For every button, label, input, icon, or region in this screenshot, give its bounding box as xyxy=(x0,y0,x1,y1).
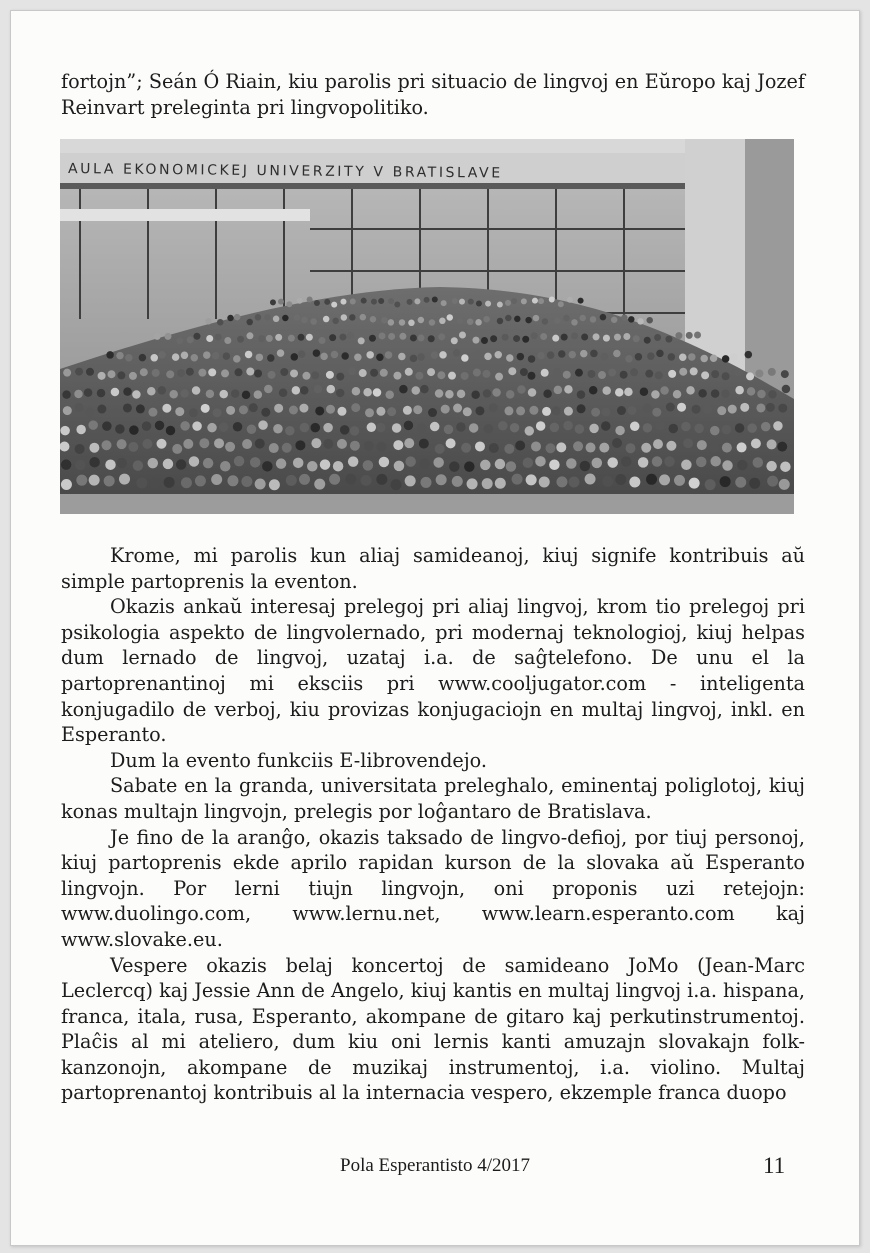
body-text-top xyxy=(61,69,805,120)
building-sign: AULA EKONOMICKEJ UNIVERZITY V BRATISLAVE xyxy=(67,161,503,182)
group-photo xyxy=(60,139,794,514)
page-number: 11 xyxy=(763,1153,786,1178)
paragraph: Krome, mi parolis kun aliaj samideanoj, kiuj signife kontribuis aŭ simple partoprenis la eventon. xyxy=(61,544,805,593)
paragraph: Vespere okazis belaj koncertoj de samideano JoMo (Jean-Marc Leclercq) kaj Jessie Ann de Angelo, kiuj kantis en multaj lingvoj i.a. hispana, franca, itala, rusa, Esperanto, akompane de gitaro kaj perkutinstrumentoj. Plaĉis al mi ateliero, dum kiu oni lernis kanti amuzajn slovakajn folk-kanzonojn, akompane de muzikaj instrumentoj, i.a. violino. Multaj partoprenantoj kontribuis al la internacia vespero, ekzemple franca duopo xyxy=(61,953,805,1105)
paragraph: fortojn”; Seán Ó Riain, kiu parolis pri situacio de lingvoj en Eŭropo kaj Jozef Reinvart preleginta pri lingvopolitiko. xyxy=(61,70,805,119)
body-text-bottom xyxy=(61,543,805,1106)
paragraph: Je fino de la aranĝo, okazis taksado de lingvo-defioj, por tiuj personoj, kiuj partoprenis ekde aprilo rapidan kurson de la slovaka aŭ Esperanto lingvojn. Por lerni tiujn lingvojn, oni proponis uzi retejojn: www.duolingo.com, www.lernu.net, www.learn.esperanto.com kaj www.slovake.eu. xyxy=(61,825,805,951)
paragraph: Okazis ankaŭ interesaj prelegoj pri aliaj lingvoj, krom tio prelegoj pri psikologia aspekto de lingvolernado, pri modernaj teknologioj, kiuj helpas dum lernado de lingvoj, uzataj i.a. de saĝtelefono. De unu el la partoprenantinoj mi eksciis pri www.cooljugator.com - inteligenta konjugadilo de verboj, kiu provizas konjugaciojn en multaj lingvoj, inkl. en Esperanto. xyxy=(61,595,805,747)
journal-title: Pola Esperantisto 4/2017 xyxy=(340,1155,530,1176)
paragraph: Dum la evento funkciis E-librovendejo. xyxy=(110,748,487,772)
document-page xyxy=(10,10,860,1246)
paragraph: Sabate en la granda, universitata preleghalo, eminentaj poliglotoj, kiuj konas multajn lingvojn, prelegis por loĝantaro de Bratislava. xyxy=(61,774,805,823)
